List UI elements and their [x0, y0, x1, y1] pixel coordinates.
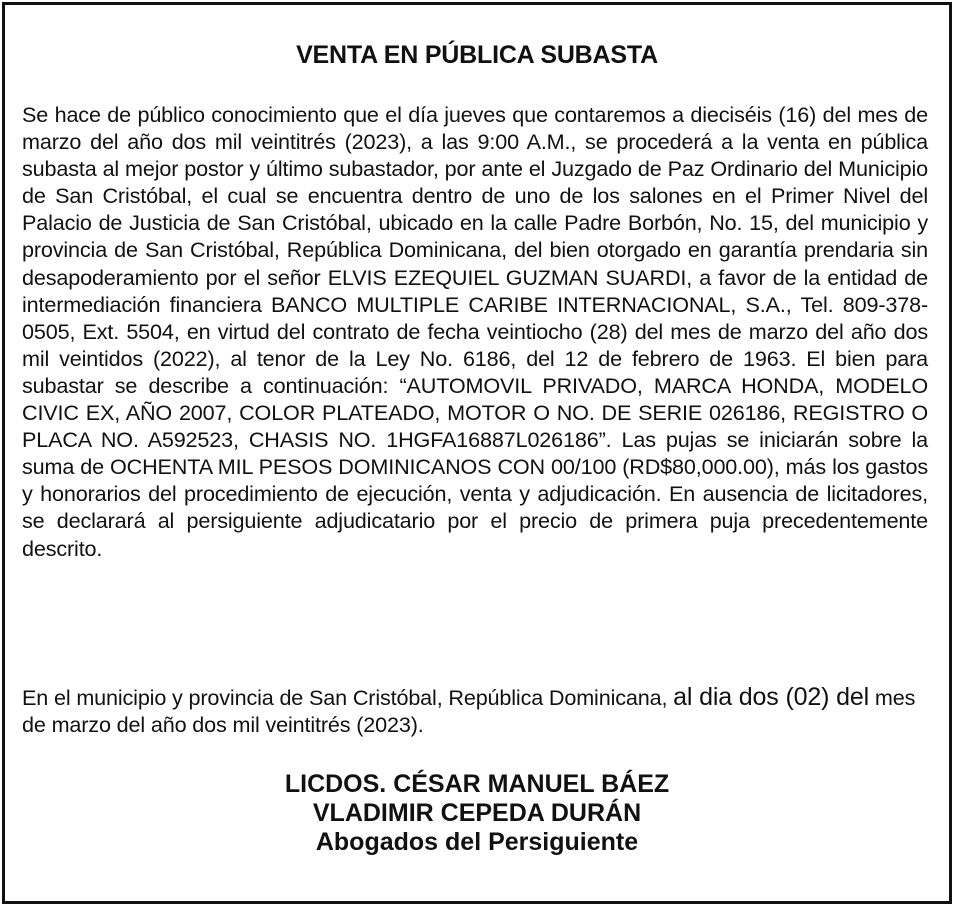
date-paragraph-text-start: En el municipio y provincia de San Cristóbal, República Dominicana, [22, 685, 674, 710]
signature-line-2: VLADIMIR CEPEDA DURÁN [312, 799, 642, 827]
signature-line-1: LICDOS. CÉSAR MANUEL BÁEZ [284, 770, 670, 798]
date-paragraph-text-emphasis: al dia dos (02) del [673, 683, 870, 711]
notice-date-paragraph [22, 684, 928, 738]
notice-title: VENTA EN PÚBLICA SUBASTA [296, 41, 658, 69]
notice-body-paragraph: Se hace de público conocimiento que el día jueves que contaremos a dieciséis (16) del mes de marzo del año dos mil veintitrés (2023), a las 9:00 A.M., se procederá a la venta en pública subasta al mejor postor y último subastador, por ante el Juzgado de Paz Ordinario del Municipio de San Cristóbal, el cual se encuentra dentro de uno de los salones en el Primer Nivel del Palacio de Justicia de San Cristóbal, ubicado en la calle Padre Borbón, No. 15, del municipio y provincia de San Cristóbal, República Dominicana, del bien otorgado en garantía prendaria sin desapoderamiento por el señor ELVIS EZEQUIEL GUZMAN SUARDI, a favor de la entidad de intermediación financiera BANCO MULTIPLE CARIBE INTERNACIONAL, S.A., Tel. 809-378-0505, Ext. 5504, en virtud del contrato de fecha veintiocho (28) del mes de marzo del año dos mil veintidos (2022), al tenor de la Ley No. 6186, del 12 de febrero de 1963. El bien para subastar se describe a continuación: “AUTOMOVIL PRIVADO, MARCA HONDA, MODELO CIVIC EX, AÑO 2007, COLOR PLATEADO, MOTOR O NO. DE SERIE 026186, REGISTRO O PLACA NO. A592523, CHASIS NO. 1HGFA16887L026186”. Las pujas se iniciarán sobre la suma de OCHENTA MIL PESOS DOMINICANOS CON 00/100 (RD$80,000.00), más los gastos y honorarios del procedimiento de ejecución, venta y adjudicación. En ausencia de licitadores, se declarará al persiguiente adjudicatario por el precio de primera puja precedentemente descrito. [22, 102, 928, 561]
signature-role: Abogados del Persiguiente [315, 828, 639, 856]
notice-frame [2, 2, 952, 904]
date-paragraph-text-end: mes de marzo del año dos mil veintitrés (2023). [22, 685, 916, 738]
